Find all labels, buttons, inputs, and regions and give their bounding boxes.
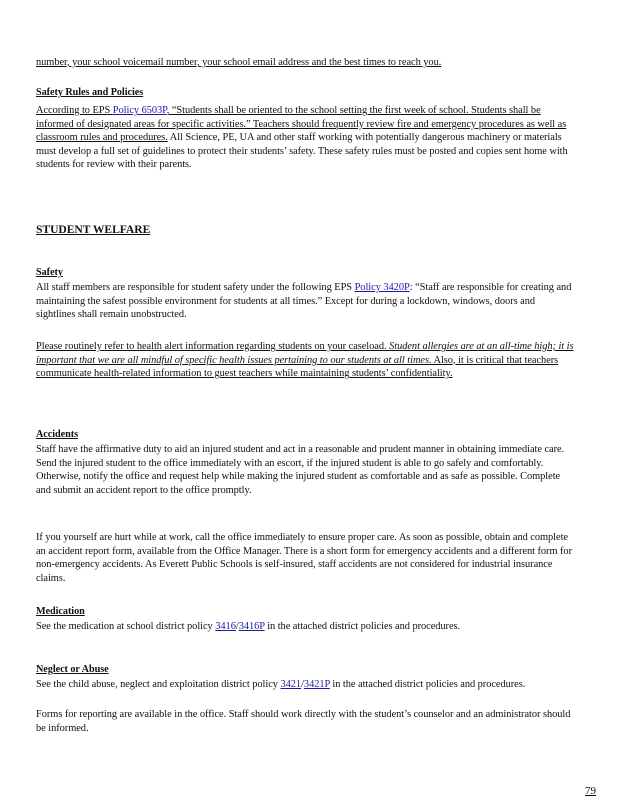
safety-rules-paragraph bbox=[36, 104, 576, 172]
safety-paragraph-2 bbox=[36, 340, 576, 381]
safety-rules-text-2: , “Students shall be oriented to the school setting the first week of school. Students shall be informed of designated areas for specific activities.” Teachers should frequently review fire and emergency procedures as well as classroom rules and procedures. bbox=[36, 105, 567, 144]
safety-text-4: Student allergies are at an all-time high; it is important that we are all mindful of specific health issues pertaining to our students at all times. bbox=[36, 341, 574, 366]
neglect-separator: / bbox=[301, 679, 304, 690]
student-welfare-heading: STUDENT WELFARE bbox=[36, 223, 151, 236]
safety-rules-text-1: According to EPS bbox=[36, 105, 113, 116]
safety-rules-heading: Safety Rules and Policies bbox=[36, 87, 144, 98]
top-line: number, your school voicemail number, your school email address and the best times to reach you. bbox=[36, 57, 442, 68]
policy-3420p-link[interactable]: Policy 3420P bbox=[354, 282, 410, 293]
policy-3421-link[interactable]: 3421 bbox=[280, 679, 302, 690]
policy-3416-link[interactable]: 3416 bbox=[215, 621, 236, 632]
neglect-heading: Neglect or Abuse bbox=[36, 664, 109, 675]
accidents-heading: Accidents bbox=[36, 429, 78, 440]
medication-paragraph bbox=[36, 620, 576, 634]
neglect-paragraph-2: Forms for reporting are available in the office. Staff should work directly with the student’s counselor and an administrator should be informed. bbox=[36, 709, 571, 734]
policy-3416p-link[interactable]: 3416P bbox=[238, 621, 265, 632]
page-number: 79 bbox=[585, 785, 596, 797]
safety-text-2: : “Staff are responsible for creating and maintaining the safest possible environment for students at all times.” Except for during a lockdown, windows, doors and sightlines shall remain unobstructed. bbox=[36, 282, 572, 321]
safety-text-1: All staff members are responsible for student safety under the following EPS bbox=[36, 282, 355, 293]
neglect-paragraph-1 bbox=[36, 678, 576, 692]
safety-heading: Safety bbox=[36, 267, 63, 278]
medication-text-1: See the medication at school district policy bbox=[36, 621, 216, 632]
neglect-text-2: in the attached district policies and procedures. bbox=[329, 679, 526, 690]
policy-6503p-link[interactable]: Policy 6503P bbox=[112, 105, 167, 116]
safety-text-3: Please routinely refer to health alert information regarding students on your caseload. bbox=[36, 341, 390, 352]
safety-rules-text-3: All Science, PE, UA and other staff working with potentially dangerous machinery or materials must develop a full set of guidelines to protect their students’ safety. These safety rules must be posted and copies sent home with students for review with their parents. bbox=[36, 132, 568, 171]
policy-3421p-link[interactable]: 3421P bbox=[303, 679, 330, 690]
safety-text-5: Also, it is critical that teachers communicate health-related information to guest teachers while maintaining students’ confidentiality. bbox=[36, 354, 559, 380]
accidents-paragraph-2: If you yourself are hurt while at work, call the office immediately to ensure proper care. As soon as possible, obtain and complete an accident report form, available from the Office Manager. There is a short form for emergency accidents and a different form for non-emergency accidents. As Everett Public Schools is self-insured, staff accidents are not considered for industrial insurance claims. bbox=[36, 532, 572, 584]
medication-separator: / bbox=[235, 621, 239, 632]
medication-text-2: in the attached district policies and procedures. bbox=[264, 621, 461, 632]
safety-paragraph-1 bbox=[36, 281, 576, 322]
neglect-text-1: See the child abuse, neglect and exploitation district policy bbox=[36, 679, 281, 690]
medication-heading: Medication bbox=[36, 606, 85, 617]
accidents-paragraph-1: Staff have the affirmative duty to aid an injured student and act in a reasonable and prudent manner in obtaining immediate care. Send the injured student to the office immediately with an escort, if the injured student is able to go safely and comfortably. Otherwise, notify the office and request help while making the injured student as comfortable and as safe as possible. Complete and submit an accident report to the office promptly. bbox=[36, 444, 565, 496]
